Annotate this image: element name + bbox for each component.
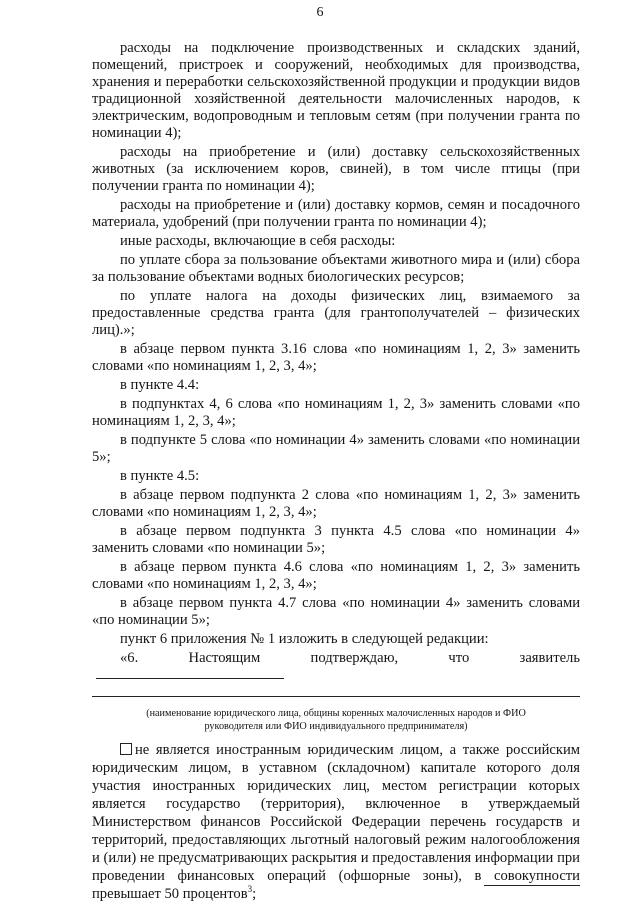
paragraph: в абзаце первом подпункта 2 слова «по номинациям 1, 2, 3» заменить словами «по номинациям 1, 2, 3, 4»; xyxy=(92,487,580,520)
checkbox-paragraph xyxy=(92,741,580,903)
footnote-separator xyxy=(484,885,580,886)
footnote-ref: 3 xyxy=(247,884,253,895)
paragraph: в пункте 4.5: xyxy=(120,468,200,484)
applicant-name-rule xyxy=(92,696,580,697)
paragraph: в абзаце первом пункта 4.6 слова «по номинациям 1, 2, 3» заменить словами «по номинациям 1, 2, 3, 4»; xyxy=(92,559,580,592)
checkbox-tail: ; xyxy=(252,886,257,902)
paragraph: в абзаце первом пункта 3.16 слова «по номинациям 1, 2, 3» заменить словами «по номинациям 1, 2, 3, 4»; xyxy=(92,341,580,374)
signature-rule-wrap xyxy=(92,696,580,697)
paragraph: пункт 6 приложения № 1 изложить в следующей редакции: xyxy=(120,631,489,647)
paragraph: расходы на приобретение и (или) доставку сельскохозяйственных животных (за исключением коров, свиней), в том числе птицы (при получении гранта по номинации 4); xyxy=(92,144,580,194)
field-caption xyxy=(92,707,580,733)
paragraph: в абзаце первом подпункта 3 пункта 4.5 слова «по номинации 4» заменить словами «по номинации 5»; xyxy=(92,523,580,556)
paragraph: в подпункте 5 слова «по номинации 4» заменить словами «по номинации 5»; xyxy=(92,432,580,465)
caption-line-1: (наименование юридического лица, общины коренных малочисленных народов и ФИО xyxy=(146,708,526,719)
paragraph: по уплате налога на доходы физических лиц, взимаемого за предоставленные средства гранта (для грантополучателей – физических лиц).»; xyxy=(92,288,580,338)
paragraph: расходы на приобретение и (или) доставку кормов, семян и посадочного материала, удобрений (при получении гранта по номинации 4); xyxy=(92,197,580,230)
paragraph: в абзаце первом пункта 4.7 слова «по номинации 4» заменить словами «по номинации 5»; xyxy=(92,595,580,628)
paragraph: в подпунктах 4, 6 слова «по номинациям 1, 2, 3» заменить словами «по номинациям 1, 2, 3, 4»; xyxy=(92,396,580,429)
checkbox-paragraph-text: не является иностранным юридическим лицом, а также российским юридическим лицом, в уставном (складочном) капитале которого доля участия иностранных юридических лиц, местом регистрации которых является государство (территория), включенное в утверждаемый Министерством финансов Российской Федерации перечень государств и территорий, предоставляющих льготный налоговый режим налогообложения и (или) не предусматривающих раскрытия и предоставления информации при проведении финансовых операций (офшорные зоны), в совокупности превышает 50 процентов xyxy=(92,742,580,902)
paragraph: по уплате сбора за пользование объектами животного мира и (или) сбора за пользование объектами водных биологических ресурсов; xyxy=(92,252,580,285)
checkbox-square-icon[interactable] xyxy=(120,743,132,755)
paragraph: расходы на подключение производственных и складских зданий, помещений, пристроек и сооружений, необходимых для производства, хранения и переработки сельскохозяйственной продукции и продукции видов традиционной хозяйственной деятельности малочисленных народов, к электрическим, водопроводным и тепловым сетям (при получении гранта по номинации 4); xyxy=(92,40,580,141)
paragraph: иные расходы, включающие в себя расходы: xyxy=(120,233,396,249)
document-body xyxy=(92,40,580,905)
applicant-blank-line xyxy=(96,677,284,679)
confirm-text: «6. Настоящим подтверждаю, что заявитель xyxy=(120,650,580,666)
confirm-line xyxy=(92,650,580,684)
page-number: 6 xyxy=(316,5,324,20)
paragraph: в пункте 4.4: xyxy=(120,377,200,393)
caption-line-2: руководителя или ФИО индивидуального предпринимателя) xyxy=(204,721,468,732)
